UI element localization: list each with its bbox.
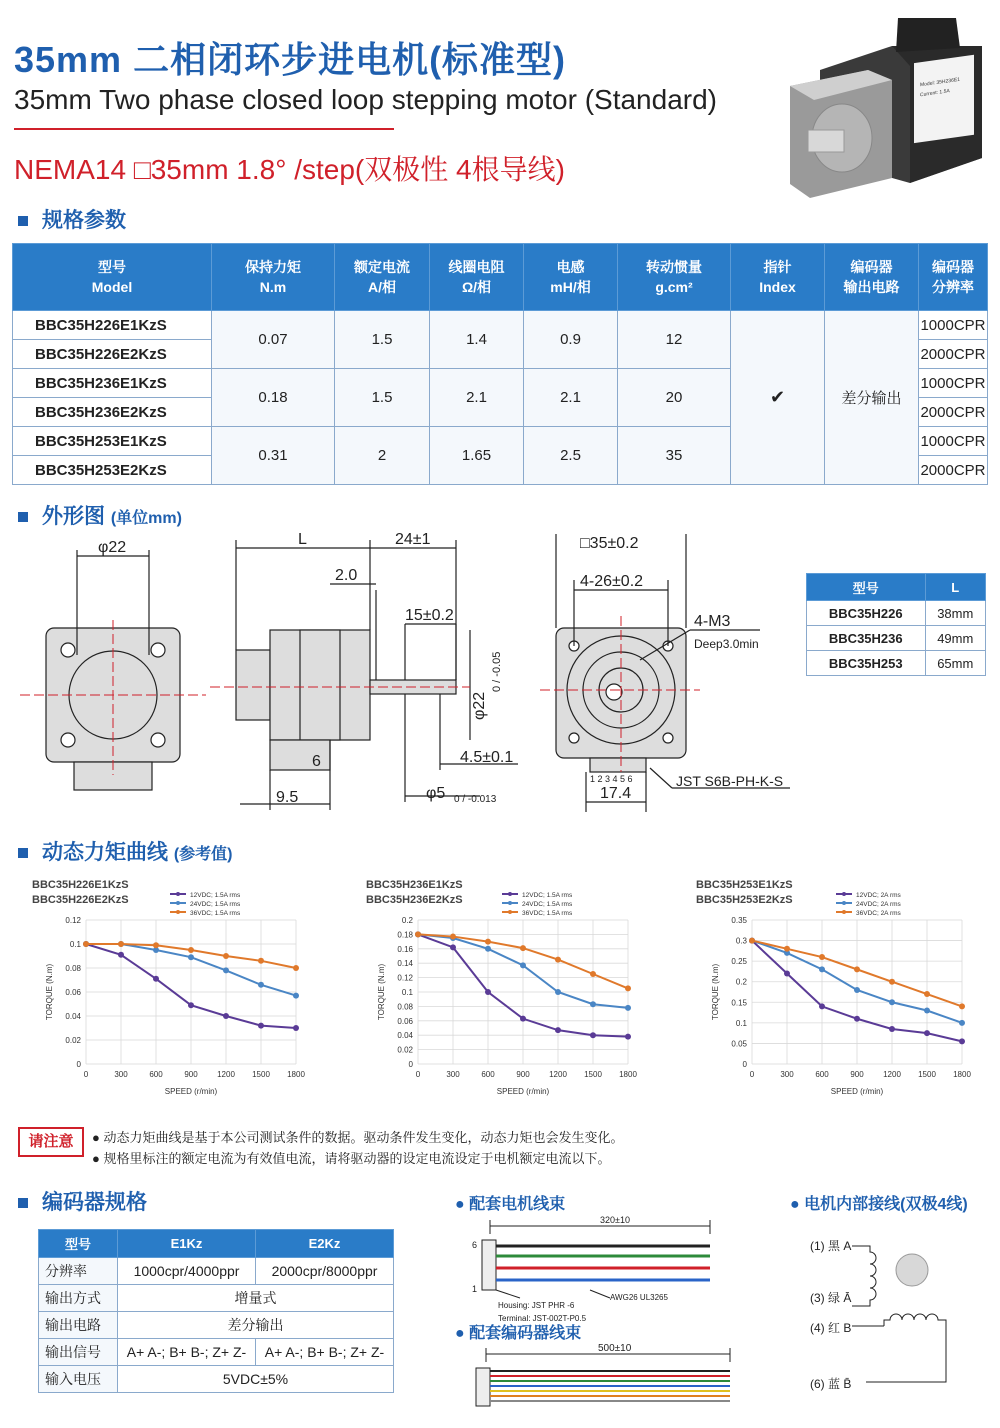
title-divider — [14, 128, 394, 130]
x-axis-label: SPEED (r/min) — [496, 1087, 550, 1096]
col-torque: 保持力矩 N.m — [212, 244, 335, 311]
y-tick-label: 0.2 — [401, 916, 413, 925]
data-point — [555, 1027, 561, 1033]
data-point — [924, 1030, 930, 1036]
legend-label: 24VDC; 2A rms — [856, 901, 901, 908]
data-point — [153, 976, 159, 982]
y-tick-label: 0.06 — [65, 988, 81, 997]
x-tick-label: 1500 — [918, 1070, 936, 1079]
data-point — [188, 1002, 194, 1008]
data-point — [889, 999, 895, 1005]
y-tick-label: 0.16 — [397, 944, 413, 954]
svg-text:φ5: φ5 — [426, 785, 446, 802]
encoder-cable-drawing — [460, 1340, 740, 1412]
data-point — [854, 1016, 860, 1022]
col-resistance: 线圈电阻 Ω/相 — [430, 244, 524, 311]
table-row: BBC35H236 49mm — [807, 626, 986, 651]
col-current: 额定电流 A/相 — [335, 244, 430, 311]
svg-text:1: 1 — [472, 1284, 478, 1294]
col-index: 指针 Index — [731, 244, 825, 311]
motor-photo — [780, 8, 1000, 198]
col-model: 型号 Model — [13, 244, 212, 311]
legend-label: 36VDC; 1.5A rms — [190, 910, 241, 917]
data-point — [590, 1001, 596, 1007]
y-tick-label: 0.12 — [65, 916, 81, 925]
svg-text:(4) 红 B: (4) 红 B — [810, 1321, 852, 1335]
x-tick-label: 0 — [749, 1070, 755, 1079]
wiring-heading: ● 电机内部接线(双极4线) — [790, 1196, 968, 1213]
y-tick-label: 0.08 — [397, 1002, 413, 1012]
torque-chart-3 — [706, 888, 996, 1108]
x-tick-label: 600 — [815, 1070, 829, 1079]
y-tick-label: 0.3 — [735, 936, 747, 946]
legend-marker — [508, 892, 512, 896]
x-tick-label: 1200 — [883, 1070, 901, 1079]
legend-marker — [842, 910, 846, 914]
y-tick-label: 0.04 — [397, 1031, 413, 1041]
legend-marker — [842, 901, 846, 905]
y-tick-label: 0.15 — [731, 998, 747, 1008]
torque-chart-1 — [40, 888, 330, 1108]
data-point — [223, 1013, 229, 1019]
x-tick-label: 0 — [83, 1070, 89, 1079]
svg-text:φ22: φ22 — [471, 691, 488, 720]
data-point — [153, 942, 159, 948]
data-point — [258, 958, 264, 964]
table-row: 输出方式 增量式 — [39, 1285, 394, 1312]
col-resolution: 编码器 分辨率 — [919, 244, 988, 311]
y-tick-label: 0.1 — [69, 940, 81, 949]
svg-text:L: L — [298, 531, 307, 548]
svg-text:15±0.2: 15±0.2 — [405, 607, 454, 624]
data-point — [924, 1008, 930, 1014]
encoder-cable-heading: ● 配套编码器线束 — [455, 1325, 582, 1342]
svg-text:2.0: 2.0 — [335, 567, 358, 584]
data-point — [854, 966, 860, 972]
svg-text:(3) 绿 Ā: (3) 绿 Ā — [810, 1291, 852, 1305]
svg-text:Housing: JST PHR -6: Housing: JST PHR -6 — [498, 1301, 575, 1310]
legend-marker — [508, 910, 512, 914]
page-title: 35mm 二相闭环步进电机(标准型) — [14, 39, 567, 80]
legend-label: 12VDC; 1.5A rms — [190, 892, 241, 899]
section-spec-heading: 规格参数 — [18, 204, 126, 234]
svg-text:6: 6 — [312, 753, 321, 770]
legend-label: 12VDC; 1.5A rms — [522, 892, 573, 899]
spec-table — [12, 243, 988, 485]
y-tick-label: 0 — [408, 1060, 413, 1069]
svg-text:9.5: 9.5 — [276, 789, 299, 806]
svg-text:6: 6 — [472, 1240, 478, 1250]
svg-text:Deep3.0min: Deep3.0min — [694, 637, 759, 651]
legend-label: 24VDC; 1.5A rms — [190, 901, 241, 908]
encoder-table: 型号 E1Kz E2Kz 分辨率 1000cpr/4000ppr 2000cpr/8000ppr 输出方式 增量式 输出电路 差分输出 输出信号 A+ A-; B+ B-; Z+ Z- A+ A-; B+ B-; Z+ Z- 输入电压 5VDC±5% — [38, 1229, 394, 1393]
note-item: ● 动态力矩曲线是基于本公司测试条件的数据。驱动条件发生变化，动态力矩也会发生变化。 — [92, 1130, 624, 1145]
section-encoder-heading: 编码器规格 — [18, 1186, 147, 1216]
data-point — [188, 954, 194, 960]
chart-2-title: BBC35H236E1KzS BBC35H236E2KzS — [366, 879, 463, 906]
table-row: BBC35H226E2KzS 2000CPR — [13, 340, 988, 369]
outline-drawing — [0, 520, 800, 820]
y-tick-label: 0.05 — [731, 1039, 747, 1049]
x-tick-label: 1200 — [217, 1070, 235, 1079]
data-point — [625, 1005, 631, 1011]
y-tick-label: 0.2 — [735, 977, 747, 987]
x-tick-label: 300 — [446, 1070, 460, 1079]
chart-3-title: BBC35H253E1KzS BBC35H253E2KzS — [696, 879, 793, 906]
chart-1-title: BBC35H226E1KzS BBC35H226E2KzS — [32, 879, 129, 906]
table-row: 输出信号 A+ A-; B+ B-; Z+ Z- A+ A-; B+ B-; Z+ Z- — [39, 1339, 394, 1366]
data-point — [819, 954, 825, 960]
data-point — [293, 1025, 299, 1031]
legend-marker — [508, 901, 512, 905]
x-tick-label: 0 — [415, 1070, 421, 1079]
data-point — [223, 953, 229, 959]
y-tick-label: 0.02 — [65, 1036, 81, 1045]
data-point — [784, 970, 790, 976]
table-row: 输出电路 差分输出 — [39, 1312, 394, 1339]
y-axis-label: TORQUE (N.m) — [711, 963, 720, 1021]
data-point — [520, 1016, 526, 1022]
svg-text:4-M3: 4-M3 — [694, 613, 731, 630]
table-row: BBC35H253E2KzS 2000CPR — [13, 456, 988, 485]
length-table: 型号 L BBC35H226 38mm BBC35H236 49mm BBC35H253 65mm — [806, 573, 986, 676]
data-point — [485, 939, 491, 945]
data-point — [625, 1034, 631, 1040]
data-point — [520, 962, 526, 968]
col-inductance: 电感 mH/相 — [524, 244, 618, 311]
legend-marker — [176, 910, 180, 914]
x-tick-label: 600 — [149, 1070, 163, 1079]
output-circuit: 差分输出 — [825, 311, 919, 485]
data-point — [188, 947, 194, 953]
page-title-en: 35mm Two phase closed loop stepping motor (Standard) — [14, 84, 717, 115]
table-row: BBC35H226E1KzS 0.07 1.5 1.4 0.9 12 ✔ 差分输出 1000CPR — [13, 311, 988, 340]
page-subtitle: NEMA14 □35mm 1.8° /step(双极性 4根导线) — [14, 154, 565, 185]
data-point — [118, 941, 124, 947]
table-row: BBC35H236E1KzS 0.18 1.5 2.1 2.1 20 1000CPR — [13, 369, 988, 398]
data-point — [293, 993, 299, 999]
x-tick-label: 900 — [516, 1070, 530, 1079]
y-axis-label: TORQUE (N.m) — [377, 963, 386, 1021]
data-point — [485, 946, 491, 952]
svg-text:□35±0.2: □35±0.2 — [580, 535, 639, 552]
svg-text:AWG26 UL3265: AWG26 UL3265 — [610, 1293, 668, 1302]
y-tick-label: 0.1 — [735, 1018, 747, 1028]
svg-text:1 2 3 4 5 6: 1 2 3 4 5 6 — [590, 774, 633, 784]
data-point — [749, 938, 755, 944]
y-tick-label: 0.02 — [397, 1045, 413, 1055]
svg-text:500±10: 500±10 — [598, 1343, 632, 1354]
svg-text:JST S6B-PH-K-S: JST S6B-PH-K-S — [676, 773, 784, 789]
legend-marker — [842, 892, 846, 896]
legend-label: 36VDC; 2A rms — [856, 910, 901, 917]
svg-text:Model: 35H236E1: Model: 35H236E1 — [920, 76, 960, 89]
data-point — [924, 991, 930, 997]
data-point — [555, 957, 561, 963]
notice-label: 请注意 — [18, 1127, 84, 1157]
y-axis-label: TORQUE (N.m) — [45, 963, 54, 1021]
y-tick-label: 0.06 — [397, 1016, 413, 1026]
x-tick-label: 900 — [850, 1070, 864, 1079]
x-tick-label: 1500 — [584, 1070, 602, 1079]
col-output: 编码器 输出电路 — [825, 244, 919, 311]
data-point — [450, 944, 456, 950]
svg-text:0 / -0.05: 0 / -0.05 — [491, 651, 503, 692]
legend-marker — [176, 892, 180, 896]
data-point — [959, 1003, 965, 1009]
torque-chart-2 — [372, 888, 662, 1108]
legend-label: 24VDC; 1.5A rms — [522, 901, 573, 908]
table-row: 输入电压 5VDC±5% — [39, 1366, 394, 1393]
svg-text:4.5±0.1: 4.5±0.1 — [460, 749, 514, 766]
note-item: ● 规格里标注的额定电流为有效值电流，请将驱动器的设定电流设定于电机额定电流以下。 — [92, 1151, 611, 1166]
x-tick-label: 900 — [184, 1070, 198, 1079]
svg-text:320±10: 320±10 — [600, 1215, 630, 1225]
data-point — [555, 989, 561, 995]
x-tick-label: 1800 — [953, 1070, 971, 1079]
y-tick-label: 0.04 — [65, 1012, 81, 1021]
section-torque-heading: 动态力矩曲线 (参考值) — [18, 836, 233, 866]
motor-cable-drawing — [460, 1212, 720, 1312]
x-tick-label: 1800 — [619, 1070, 637, 1079]
table-row: BBC35H226 38mm — [807, 601, 986, 626]
data-point — [83, 941, 89, 947]
svg-text:17.4: 17.4 — [600, 785, 632, 802]
data-point — [258, 982, 264, 988]
section-outline-heading: 外形图 (单位mm) — [18, 500, 182, 530]
data-point — [293, 965, 299, 971]
x-tick-label: 600 — [481, 1070, 495, 1079]
index-check-icon: ✔ — [731, 311, 825, 485]
table-row: 分辨率 1000cpr/4000ppr 2000cpr/8000ppr — [39, 1258, 394, 1285]
data-point — [959, 1020, 965, 1026]
data-point — [854, 987, 860, 993]
motor-cable-terminal: Terminal: JST-002T-P0.5 — [498, 1314, 587, 1323]
y-tick-label: 0.08 — [65, 964, 81, 973]
data-point — [258, 1023, 264, 1029]
svg-text:0 / -0.013: 0 / -0.013 — [454, 794, 497, 805]
data-point — [590, 1032, 596, 1038]
y-tick-label: 0.35 — [731, 916, 747, 925]
motor-cable-heading: ● 配套电机线束 — [455, 1196, 566, 1213]
data-point — [784, 946, 790, 952]
data-point — [223, 967, 229, 973]
y-tick-label: 0.18 — [397, 930, 413, 940]
y-tick-label: 0.12 — [397, 973, 413, 983]
svg-text:(1) 黑 A: (1) 黑 A — [810, 1239, 852, 1253]
data-point — [819, 1003, 825, 1009]
x-tick-label: 1200 — [549, 1070, 567, 1079]
data-point — [590, 971, 596, 977]
data-point — [889, 1026, 895, 1032]
data-point — [959, 1038, 965, 1044]
table-row: BBC35H253E1KzS 0.31 2 1.65 2.5 35 1000CPR — [13, 427, 988, 456]
x-axis-label: SPEED (r/min) — [830, 1087, 884, 1096]
data-point — [485, 989, 491, 995]
col-inertia: 转动惯量 g.cm² — [618, 244, 731, 311]
data-point — [415, 931, 421, 937]
x-tick-label: 300 — [780, 1070, 794, 1079]
data-point — [889, 979, 895, 985]
table-row: BBC35H253 65mm — [807, 651, 986, 676]
y-tick-label: 0.14 — [397, 959, 413, 969]
x-axis-label: SPEED (r/min) — [164, 1087, 218, 1096]
data-point — [520, 945, 526, 951]
y-tick-label: 0 — [742, 1060, 747, 1069]
y-tick-label: 0.25 — [731, 957, 747, 967]
legend-label: 12VDC; 2A rms — [856, 892, 901, 899]
x-tick-label: 1500 — [252, 1070, 270, 1079]
y-tick-label: 0.1 — [401, 988, 413, 997]
svg-text:Current: 1.5A: Current: 1.5A — [920, 88, 950, 99]
wiring-diagram — [800, 1222, 995, 1422]
data-point — [450, 934, 456, 940]
y-tick-label: 0 — [76, 1060, 81, 1069]
data-point — [118, 952, 124, 958]
svg-text:(6) 蓝 B̄: (6) 蓝 B̄ — [810, 1377, 852, 1391]
data-point — [625, 985, 631, 991]
svg-text:φ22: φ22 — [98, 539, 127, 556]
svg-text:4-26±0.2: 4-26±0.2 — [580, 573, 644, 590]
legend-label: 36VDC; 1.5A rms — [522, 910, 573, 917]
legend-marker — [176, 901, 180, 905]
x-tick-label: 300 — [114, 1070, 128, 1079]
x-tick-label: 1800 — [287, 1070, 305, 1079]
data-point — [819, 966, 825, 972]
motor-shaft — [808, 130, 844, 152]
svg-text:24±1: 24±1 — [395, 531, 431, 548]
table-row: BBC35H236E2KzS 2000CPR — [13, 398, 988, 427]
